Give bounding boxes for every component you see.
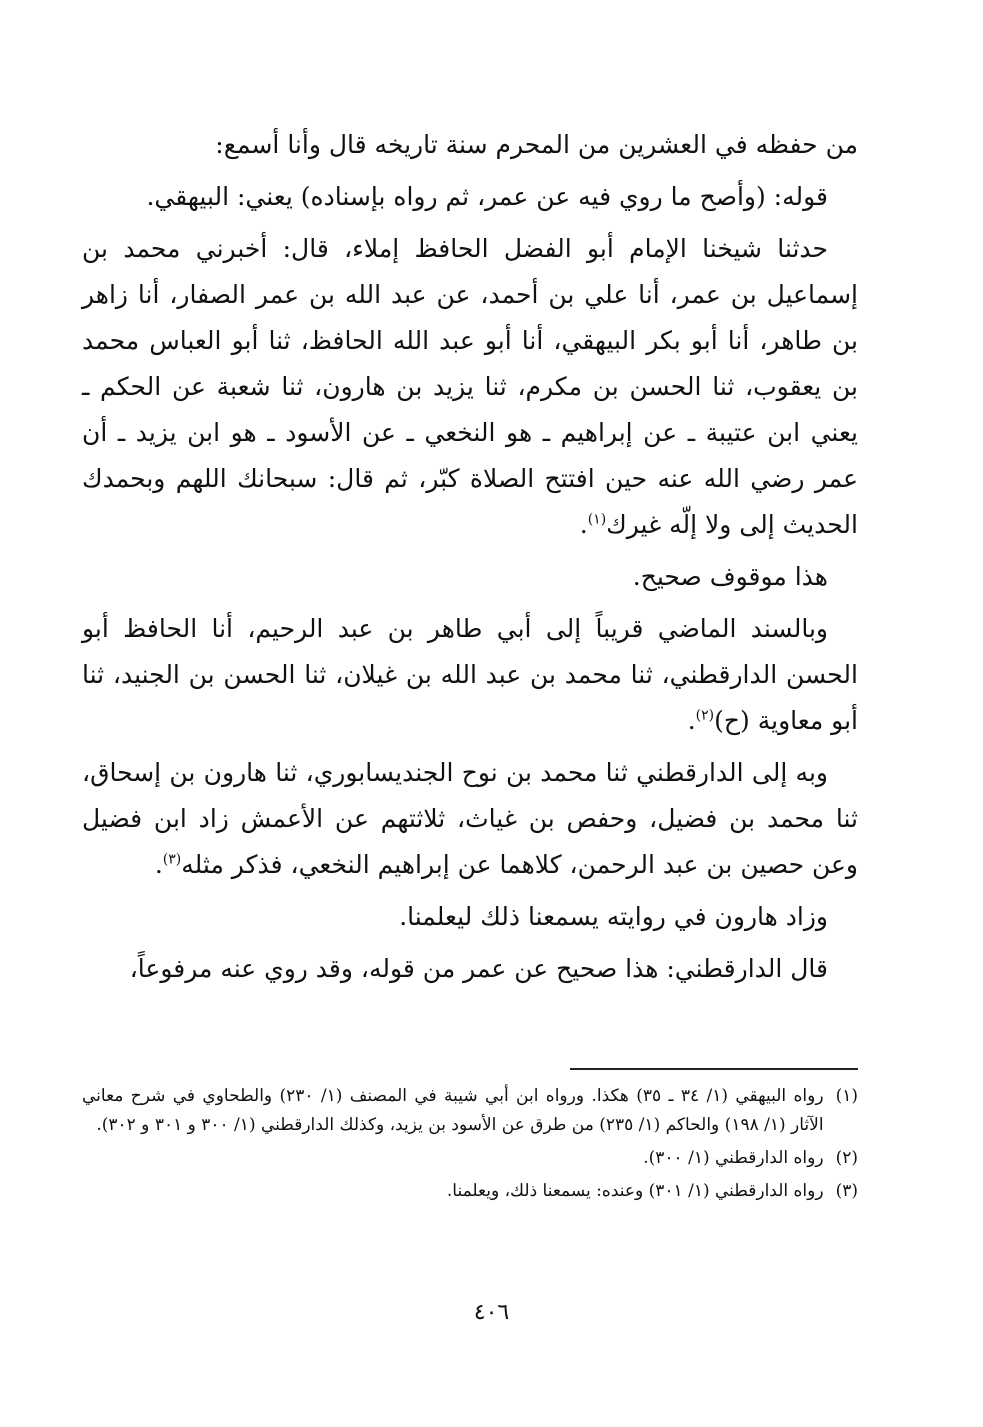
paragraph-7: [82, 894, 858, 940]
paragraph-text: قوله: (وأصح ما روي فيه عن عمر، ثم رواه بإسناده) يعني: البيهقي.: [146, 182, 828, 211]
footnote-text: رواه الدارقطني (١/ ٣٠٠).: [643, 1148, 824, 1168]
paragraph-3: [82, 226, 858, 548]
footnotes: [82, 1082, 858, 1210]
page-number: ٤٠٦: [473, 1300, 510, 1325]
footnote-number: (١): [835, 1086, 858, 1106]
footnote-text: رواه الدارقطني (١/ ٣٠١) وعنده: يسمعنا ذلك، ويعلمنا.: [446, 1181, 824, 1201]
paragraph-4: [82, 554, 858, 600]
footnote-1: [82, 1082, 858, 1140]
paragraph-tail: .: [579, 510, 588, 539]
paragraph-text: من حفظه في العشرين من المحرم سنة تاريخه قال وأنا أسمع:: [215, 130, 858, 159]
footnote-divider: [570, 1068, 858, 1070]
paragraph-text: هذا موقوف صحيح.: [632, 562, 828, 591]
footnote-number: (٣): [835, 1181, 858, 1201]
paragraph-2: [82, 174, 858, 220]
main-text: [82, 122, 858, 998]
paragraph-tail: .: [154, 850, 163, 879]
footnote-number: (٢): [835, 1148, 858, 1168]
footnote-2: [82, 1144, 858, 1173]
paragraph-text: حدثنا شيخنا الإمام أبو الفضل الحافظ إملاء، قال: أخبرني محمد بن إسماعيل بن عمر، أنا علي بن أحمد، عن عبد الله بن عمر الصفار، أنا زاهر بن طاهر، أنا أبو بكر البيهقي، أنا أبو عبد الله الحافظ، ثنا أبو العباس محمد بن يعقوب، ثنا الحسن بن مكرم، ثنا يزيد بن هارون، ثنا شعبة عن الحكم ـ يعني ابن عتيبة ـ عن إبراهيم ـ هو النخعي ـ عن الأسود ـ هو ابن يزيد ـ أن عمر رضي الله عنه حين افتتح الصلاة كبّر، ثم قال: سبحانك اللهم وبحمدك الحديث إلى ولا إلّه غيرك: [82, 234, 858, 539]
paragraph-5: [82, 606, 858, 744]
paragraph-tail: .: [687, 706, 696, 735]
paragraph-text: وزاد هارون في روايته يسمعنا ذلك ليعلمنا.: [399, 902, 828, 931]
paragraph-1: [82, 122, 858, 168]
footnote-marker: (٢): [695, 707, 715, 724]
footnote-text: رواه البيهقي (١/ ٣٤ ـ ٣٥) هكذا. ورواه ابن أبي شيبة في المصنف (١/ ٢٣٠) والطحاوي في شرح معاني الآثار (١/ ١٩٨) والحاكم (١/ ٢٣٥) من طرق عن الأسود بن يزيد، وكذلك الدارقطني (١/ ٣٠٠ و ٣٠١ و ٣٠٢).: [82, 1086, 824, 1135]
paragraph-text: وبه إلى الدارقطني ثنا محمد بن نوح الجنديسابوري، ثنا هارون بن إسحاق، ثنا محمد بن فضيل، وحفص بن غياث، ثلاثتهم عن الأعمش زاد ابن فضيل وعن حصين بن عبد الرحمن، كلاهما عن إبراهيم النخعي، فذكر مثله: [82, 758, 858, 879]
footnote-marker: (١): [587, 511, 607, 528]
footnote-marker: (٣): [162, 851, 182, 868]
footnote-3: [82, 1177, 858, 1206]
paragraph-6: [82, 750, 858, 888]
paragraph-text: قال الدارقطني: هذا صحيح عن عمر من قوله، وقد روي عنه مرفوعاً،: [129, 954, 828, 983]
paragraph-text: وبالسند الماضي قريباً إلى أبي طاهر بن عبد الرحيم، أنا الحافظ أبو الحسن الدارقطني، ثنا محمد بن عبد الله بن غيلان، ثنا الحسن بن الجنيد، ثنا أبو معاوية (ح): [82, 614, 858, 735]
paragraph-8: [82, 946, 858, 992]
